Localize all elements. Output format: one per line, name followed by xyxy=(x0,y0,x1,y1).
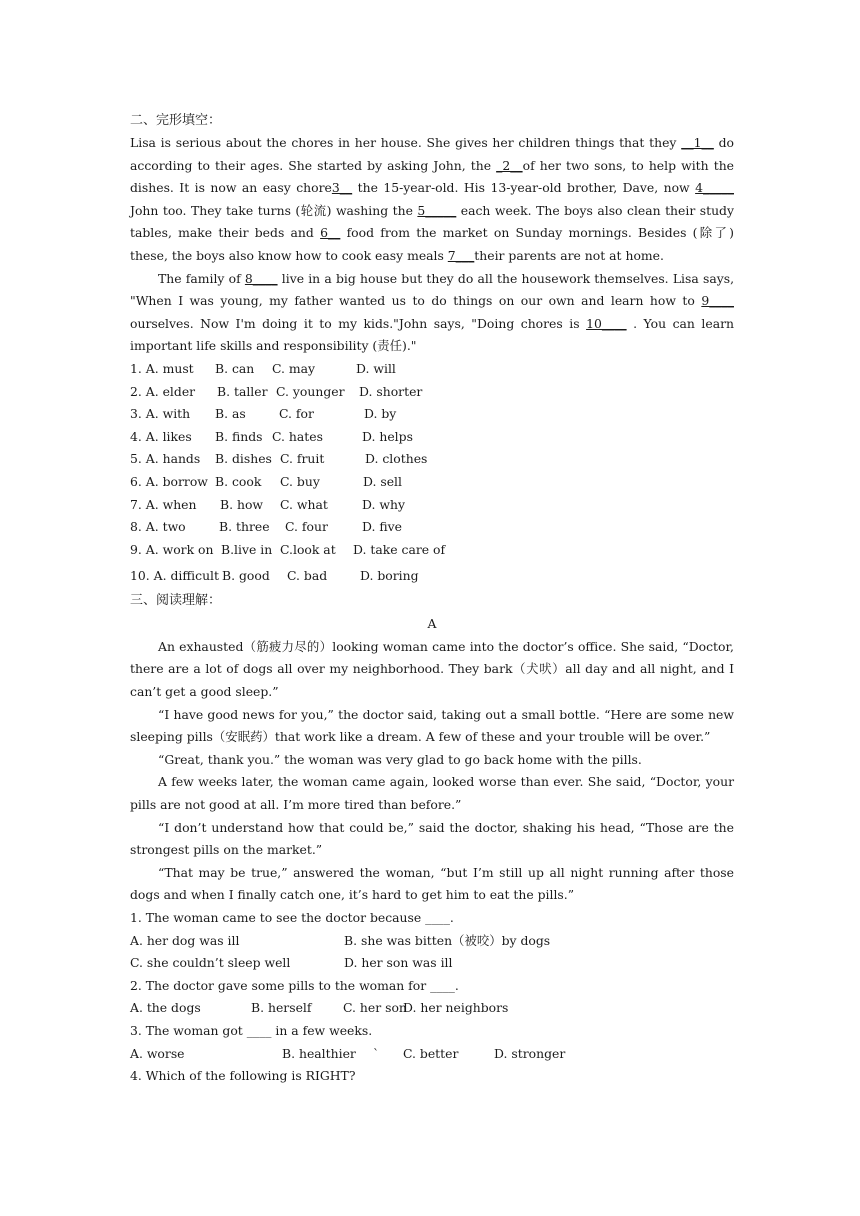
option-a: 9. A. work on xyxy=(130,541,214,557)
option-row-6 xyxy=(130,471,734,494)
reading-paragraph-2: “I have good news for you,” the doctor said, taking out a small bottle. “Here are some new sleeping pills（安眠药）that work like a dream. A few of these and your trouble will be over.” xyxy=(130,706,734,745)
option-d: D. sell xyxy=(363,473,402,489)
option-d: D. shorter xyxy=(359,383,423,399)
option-d: D. take care of xyxy=(353,541,446,557)
blank-10: 10____ xyxy=(586,315,627,331)
option-a: 5. A. hands xyxy=(130,451,201,467)
option-d: D. her son was ill xyxy=(344,955,453,971)
option-row-7 xyxy=(130,494,734,517)
option-b: B.live in xyxy=(221,541,273,557)
option-c: C. buy xyxy=(280,473,320,489)
option-a: A. worse xyxy=(130,1045,185,1061)
option-c: C. hates xyxy=(272,428,323,444)
option-a: 6. A. borrow xyxy=(130,473,208,489)
option-d: D. helps xyxy=(362,428,413,444)
question-1: 1. The woman came to see the doctor because ____. xyxy=(130,910,454,925)
text-run: live in a big house but they do all the housework themselves. Lisa says, "When I was young, my father wanted us to do things on our own and learn how to xyxy=(130,270,735,309)
option-a: 7. A. when xyxy=(130,496,197,512)
option-d: D. stronger xyxy=(494,1045,566,1061)
cloze-paragraph-1 xyxy=(130,132,734,268)
question-1-options-row-1 xyxy=(130,930,734,953)
reading-paragraph-1: An exhausted（筋疲力尽的）looking woman came into the doctor’s office. She said, “Doctor, there are a lot of dogs all over my neighborhood. They bark（犬吠）all day and all night, and I can’t get a good sleep.” xyxy=(130,638,734,700)
reading-paragraph-6: “That may be true,” answered the woman, “but I’m still up all night running after those dogs and when I finally catch one, it’s hard to get him to eat the pills.” xyxy=(130,864,734,903)
option-b: B. herself xyxy=(251,1000,312,1016)
stray-mark: ` xyxy=(373,1045,380,1061)
reading-paragraph-3: “Great, thank you.” the woman was very glad to go back home with the pills. xyxy=(158,751,642,767)
question-3-options xyxy=(130,1043,734,1066)
option-a: 10. A. difficult xyxy=(130,568,219,584)
text-run: ourselves. Now I'm doing it to my kids."John says, "Doing chores is xyxy=(130,315,587,331)
option-a: 2. A. elder xyxy=(130,383,196,399)
option-d: D. boring xyxy=(360,568,419,584)
option-c: C.look at xyxy=(280,541,336,557)
question-2-options xyxy=(130,997,734,1020)
option-c: C. may xyxy=(272,360,316,376)
option-b: B. she was bitten（被咬）by dogs xyxy=(344,932,551,948)
blank-6: 6__ xyxy=(320,225,341,241)
blank-4: 4_____ xyxy=(695,180,734,196)
text-run: John too. They take turns (轮流) washing the xyxy=(130,202,418,218)
option-d: D. her neighbors xyxy=(403,1000,509,1016)
option-row-5 xyxy=(130,448,734,471)
option-d: D. by xyxy=(364,406,397,422)
option-a: 4. A. likes xyxy=(130,428,192,444)
option-b: B. can xyxy=(215,360,255,376)
blank-7: 7___ xyxy=(447,247,475,263)
option-a: 3. A. with xyxy=(130,406,191,422)
blank-2: _2__ xyxy=(496,157,523,173)
option-b: B. taller xyxy=(217,383,268,399)
blank-1: __1__ xyxy=(681,135,714,150)
option-b: B. cook xyxy=(215,473,262,489)
option-b: B. three xyxy=(219,519,270,535)
text-run: their parents are not at home. xyxy=(474,247,664,263)
option-row-9 xyxy=(130,539,734,562)
cloze-paragraph-2 xyxy=(130,268,734,358)
cloze-heading: 二、完形填空： xyxy=(130,113,222,128)
text-run: the 15-year-old. His 13-year-old brother, Dave, now xyxy=(352,180,696,196)
text-run: do according to their ages. She started by asking John, the xyxy=(130,135,734,173)
text-run: . You can learn important life skills and responsibility (责任)." xyxy=(130,315,734,354)
option-d: D. why xyxy=(362,496,405,512)
blank-5: 5_____ xyxy=(417,202,457,218)
option-c: C. she couldn’t sleep well xyxy=(130,955,291,971)
option-b: B. as xyxy=(215,406,246,422)
option-b: B. good xyxy=(222,568,270,584)
option-a: 1. A. must xyxy=(130,360,194,376)
option-c: C. younger xyxy=(276,383,345,399)
option-c: C. for xyxy=(279,406,314,422)
passage-label: A xyxy=(427,615,437,631)
option-b: B. how xyxy=(220,496,264,512)
document-page xyxy=(130,108,734,1088)
option-d: D. five xyxy=(362,519,402,535)
cloze-options xyxy=(130,358,734,588)
text-run: The family of xyxy=(158,270,245,286)
option-d: D. will xyxy=(356,360,396,376)
option-b: B. finds xyxy=(215,428,263,444)
option-row-4 xyxy=(130,426,734,449)
blank-3: 3__ xyxy=(331,180,353,196)
option-c: C. fruit xyxy=(280,451,325,467)
option-b: B. dishes xyxy=(215,451,272,467)
option-row-1 xyxy=(130,358,734,381)
option-c: C. what xyxy=(280,496,328,512)
option-a: A. the dogs xyxy=(130,1000,201,1016)
option-c: C. bad xyxy=(287,568,328,584)
option-c: C. better xyxy=(403,1045,459,1061)
option-c: C. four xyxy=(285,519,328,535)
option-b: B. healthier xyxy=(282,1045,356,1061)
question-4: 4. Which of the following is RIGHT? xyxy=(130,1068,356,1084)
blank-8: 8____ xyxy=(244,270,278,286)
option-a: 8. A. two xyxy=(130,519,186,535)
reading-paragraph-5: “I don’t understand how that could be,” said the doctor, shaking his head, “Those are the strongest pills on the market.” xyxy=(130,819,734,858)
question-2: 2. The doctor gave some pills to the woman for ____. xyxy=(130,977,459,993)
option-row-3 xyxy=(130,403,734,426)
question-3: 3. The woman got ____ in a few weeks. xyxy=(130,1022,373,1038)
option-row-8 xyxy=(130,516,734,539)
option-a: A. her dog was ill xyxy=(130,932,240,948)
question-1-options-row-2 xyxy=(130,952,734,975)
blank-9: 9____ xyxy=(701,293,734,309)
text-run: Lisa is serious about the chores in her house. She gives her children things that they xyxy=(130,135,682,150)
text-run: food from the market on Sunday mornings. Besides (除了) these, the boys also know how to cook easy meals xyxy=(130,225,734,263)
option-row-2 xyxy=(130,381,734,404)
reading-heading: 三、阅读理解： xyxy=(130,592,222,608)
reading-paragraph-4: A few weeks later, the woman came again, looked worse than ever. She said, “Doctor, your pills are not good at all. I’m more tired than before.” xyxy=(130,774,734,813)
text-run: each week. The boys also clean their study tables, make their beds and xyxy=(130,202,734,241)
option-c: C. her son xyxy=(343,1000,407,1016)
option-row-10 xyxy=(130,565,734,588)
option-d: D. clothes xyxy=(365,451,428,467)
text-run: of her two sons, to help with the dishes. It is now an easy chore xyxy=(130,157,735,196)
